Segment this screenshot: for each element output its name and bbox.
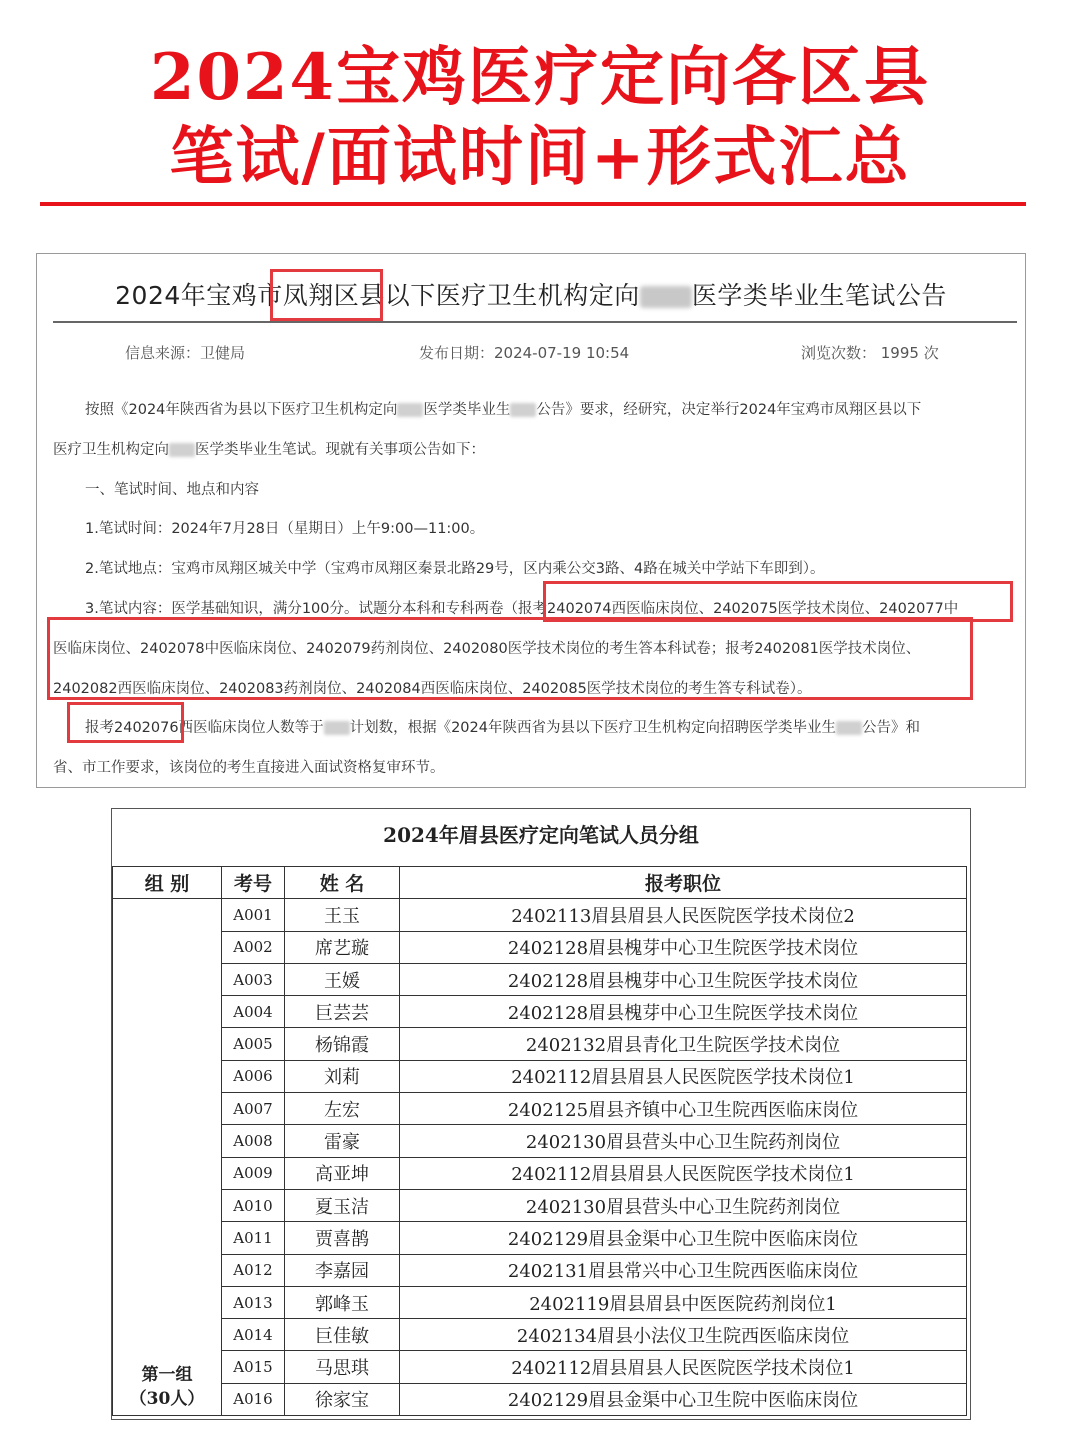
notice-panel [36, 253, 1026, 788]
position-cell: 2402113眉县眉县人民医院医学技术岗位2 [400, 899, 967, 931]
exam-number-cell: A013 [222, 1286, 285, 1318]
name-cell: 杨锦霞 [285, 1028, 400, 1060]
redaction-mark [836, 721, 862, 735]
position-cell: 2402129眉县金渠中心卫生院中医临床岗位 [400, 1222, 967, 1254]
name-cell: 郭峰玉 [285, 1286, 400, 1318]
table-row [113, 1351, 967, 1383]
table-row [113, 1028, 967, 1060]
position-cell: 2402112眉县眉县人民医院医学技术岗位1 [400, 1157, 967, 1189]
p9-text-a: 报考2402076 [85, 720, 179, 736]
position-cell: 2402125眉县齐镇中心卫生院西医临床岗位 [400, 1093, 967, 1125]
header-group: 组 别 [113, 867, 222, 899]
p1-text-a: 按照《2024年陕西省为县以下医疗卫生机构定向 [85, 402, 398, 418]
exam-content-cont-2: 2402082西医临床岗位、2402083药剂岗位、2402084西医临床岗位、2402085医学技术岗位的考生答专科试卷）。 [53, 681, 812, 697]
table-row [113, 996, 967, 1028]
info-source: 信息来源：卫健局 [125, 344, 246, 362]
position-cell: 2402131眉县常兴中心卫生院西医临床岗位 [400, 1254, 967, 1286]
grouping-table [112, 866, 967, 1416]
redaction-mark [640, 286, 692, 308]
exam-number-cell: A008 [222, 1125, 285, 1157]
highlight-box-position-code [67, 702, 184, 743]
exam-content-text-b: （报考2402074西医临床岗位、2402075医学技术岗位、2402077中 [503, 601, 959, 617]
position-cell: 2402112眉县眉县人民医院医学技术岗位1 [400, 1060, 967, 1092]
position-cell: 2402128眉县槐芽中心卫生院医学技术岗位 [400, 996, 967, 1028]
name-cell: 徐家宝 [285, 1383, 400, 1415]
redaction-mark [397, 403, 423, 417]
table-header-row [113, 867, 967, 899]
name-cell: 贾喜鹊 [285, 1222, 400, 1254]
exam-location: 2.笔试地点：宝鸡市凤翔区城关中学（宝鸡市凤翔区秦景北路29号，区内乘公交3路、4路在城关中学站下车即到）。 [85, 561, 825, 577]
name-cell: 巨佳敏 [285, 1319, 400, 1351]
name-cell: 马思琪 [285, 1351, 400, 1383]
redaction-mark [510, 403, 536, 417]
exam-number-cell: A016 [222, 1383, 285, 1415]
exam-number-cell: A015 [222, 1351, 285, 1383]
notice-title-highlight: 凤翔区县 [282, 281, 385, 310]
position-cell: 2402130眉县营头中心卫生院药剂岗位 [400, 1125, 967, 1157]
table-row [113, 1157, 967, 1189]
redaction-mark [169, 443, 195, 457]
notice-title-part2: 以下医疗卫生机构定向 [384, 281, 640, 310]
headline-line-2: 笔试/面试时间+形式汇总 [169, 120, 911, 195]
group-count: （30人） [129, 1389, 205, 1410]
position-cell: 2402130眉县营头中心卫生院药剂岗位 [400, 1189, 967, 1221]
exam-time: 1.笔试时间：2024年7月28日（星期日）上午9:00—11:00。 [85, 521, 485, 537]
table-row [113, 1189, 967, 1221]
exam-number-cell: A010 [222, 1189, 285, 1221]
name-cell: 席艺璇 [285, 931, 400, 963]
redaction-mark [324, 721, 350, 735]
headline-divider [40, 202, 1026, 206]
exam-number-cell: A007 [222, 1093, 285, 1125]
p9-text-b: 西医临床岗位人数等于 [178, 720, 324, 736]
position-cell: 2402119眉县眉县中医医院药剂岗位1 [400, 1286, 967, 1318]
highlight-box-content-2 [47, 617, 973, 700]
name-cell: 王媛 [285, 963, 400, 995]
exam-number-cell: A011 [222, 1222, 285, 1254]
publish-date: 发布日期：2024-07-19 10:54 [419, 344, 630, 362]
position-cell: 2402129眉县金渠中心卫生院中医临床岗位 [400, 1383, 967, 1415]
exam-number-cell: A003 [222, 963, 285, 995]
direct-interview-note-cont: 省、市工作要求，该岗位的考生直接进入面试资格复审环节。 [53, 760, 445, 776]
position-cell: 2402132眉县青化卫生院医学技术岗位 [400, 1028, 967, 1060]
table-row [113, 1286, 967, 1318]
exam-number-cell: A001 [222, 899, 285, 931]
name-cell: 夏玉洁 [285, 1189, 400, 1221]
highlight-box-content-1 [543, 581, 1013, 622]
group-cell [113, 899, 222, 1416]
p1-text-c: 公告》要求，经研究，决定举行2024年宝鸡市凤翔区县以下 [536, 402, 922, 418]
position-cell: 2402134眉县小法仪卫生院西医临床岗位 [400, 1319, 967, 1351]
exam-content-cont-1: 医临床岗位、2402078中医临床岗位、2402079药剂岗位、2402080医学技术岗位的考生答本科试卷；报考2402081医学技术岗位、 [53, 641, 921, 657]
table-row [113, 1125, 967, 1157]
exam-number-cell: A012 [222, 1254, 285, 1286]
name-cell: 巨芸芸 [285, 996, 400, 1028]
p2-text-a: 医疗卫生机构定向 [53, 442, 169, 458]
section-heading-1: 一、笔试时间、地点和内容 [85, 482, 259, 498]
notice-title-divider [53, 321, 1017, 323]
exam-number-cell: A004 [222, 996, 285, 1028]
notice-paragraph-1-cont [53, 438, 1013, 459]
notice-title [37, 276, 1025, 312]
view-count: 浏览次数： 1995 次 [801, 344, 939, 362]
notice-paragraph-1 [53, 398, 1045, 419]
p1-text-b: 医学类毕业生 [423, 402, 511, 418]
name-cell: 李嘉园 [285, 1254, 400, 1286]
table-row [113, 1254, 967, 1286]
table-row [113, 1383, 967, 1415]
table-row [113, 1222, 967, 1254]
name-cell: 雷豪 [285, 1125, 400, 1157]
exam-number-cell: A014 [222, 1319, 285, 1351]
table-row [113, 1093, 967, 1125]
highlight-box-district [270, 269, 383, 321]
table-row [113, 1060, 967, 1092]
exam-number-cell: A005 [222, 1028, 285, 1060]
headline-line-1: 2024宝鸡医疗定向各区县 [149, 40, 931, 115]
name-cell: 左宏 [285, 1093, 400, 1125]
p9-text-d: 公告》和 [861, 720, 920, 736]
exam-number-cell: A002 [222, 931, 285, 963]
grouping-table-panel [111, 808, 971, 1420]
exam-number-cell: A006 [222, 1060, 285, 1092]
group-label: 第一组 [141, 1365, 193, 1386]
exam-number-cell: A009 [222, 1157, 285, 1189]
header-exam-number: 考号 [222, 867, 285, 899]
position-cell: 2402128眉县槐芽中心卫生院医学技术岗位 [400, 931, 967, 963]
exam-content-text-a: 3.笔试内容：医学基础知识，满分100分。试题分本科和专科两卷 [85, 601, 504, 617]
p2-text-b: 医学类毕业生笔试。现就有关事项公告如下： [195, 442, 485, 458]
table-row [113, 899, 967, 931]
notice-title-part1: 2024年宝鸡市 [115, 281, 283, 310]
table-row [113, 1319, 967, 1351]
header-name: 姓 名 [285, 867, 400, 899]
name-cell: 高亚坤 [285, 1157, 400, 1189]
header-position: 报考职位 [400, 867, 967, 899]
name-cell: 刘莉 [285, 1060, 400, 1092]
table-row [113, 931, 967, 963]
position-cell: 2402128眉县槐芽中心卫生院医学技术岗位 [400, 963, 967, 995]
table-row [113, 963, 967, 995]
position-cell: 2402112眉县眉县人民医院医学技术岗位1 [400, 1351, 967, 1383]
notice-title-part3: 医学类毕业生笔试公告 [691, 281, 947, 310]
direct-interview-note [53, 716, 1045, 737]
p9-text-c: 计划数，根据《2024年陕西省为县以下医疗卫生机构定向招聘医学类毕业生 [349, 720, 836, 736]
grouping-table-title: 2024年眉县医疗定向笔试人员分组 [383, 823, 699, 847]
name-cell: 王玉 [285, 899, 400, 931]
